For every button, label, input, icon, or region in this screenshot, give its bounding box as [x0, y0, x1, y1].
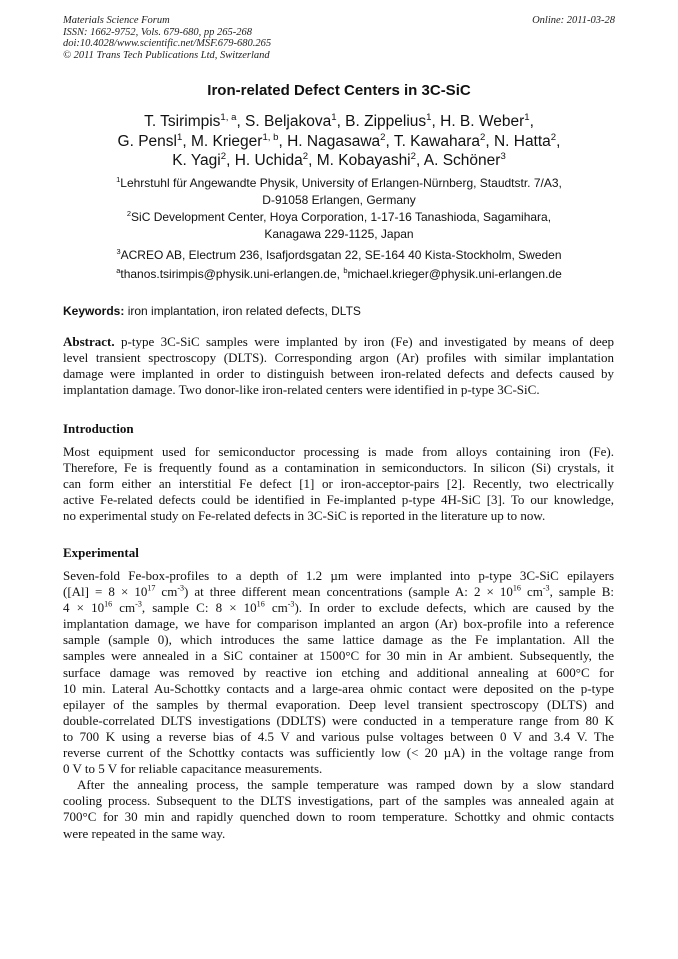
affiliation-1: $^1$Lehrstuhl für Angewandte Physik, University of Erlangen-Nürnberg, Staudtstr. 7/A3, D-91058 Erlangen, Germany [116, 175, 562, 207]
author: , N. Hatta [485, 132, 551, 150]
author-affil: 3 [500, 150, 506, 162]
author-sep: , [556, 132, 561, 150]
author: K. Yagi [172, 152, 221, 169]
author-line [0, 132, 678, 152]
author: , T. Kawahara [385, 132, 480, 150]
experimental-text: Seven-fold Fe-box-profiles to a depth of 1.2 µm were implanted into p-type 3C-SiC epilayers ($[Al] = 8 \times 10^{17}$ $cm^{-3}$) at three different mean concentrations (sample A: $2 \times 10^{16}$ $cm^{-3}$, sample B: $4 \times 10^{16}$ $cm^{-3}$, sample C: $8 \times 10^{16}$ $cm^{-3}$). In order to exclude defects, which are caused by the implantation damage, we have for comparison implanted an argon (Ar) box-profile into a reference sample (sample 0), which introduces the same lattice damage as the Fe implantation. All the samples were annealed in a SiC container at 1500°C for 30 min in Ar ambient. Subsequently, the surface damage was removed by reactive ion etching and additional annealing at 600°C for 10 min. Lateral Au-Schottky contacts and a large-area ohmic contact were deposited on the p-type epilayer of the samples by thermal evaporation. Deep level transient spectroscopy (DLTS) and double-correlated DLTS investigations (DDLTS) were conducted in a temperature range from 80 K to 700 K using a reverse bias of 4.5 V and various pulse voltages between 0 V and 3.4 V. The reverse current of the Schottky contacts was sufficiently low (< 20 µA) in the voltage range from 0 V to 5 V for reliable capacitance measurements. After the annealing process, the sample temperature was ramped down by a slow standard cooling process. Subsequent to the DLTS investigations, part of the samples was annealed again at 700°C for 30 min and rapidly quenched down to room temperature. Schottky and ohmic contacts were repeated in the same way. [63, 568, 615, 841]
author-affil: 1 [331, 111, 337, 123]
author-affil: 1, a [220, 111, 237, 123]
abstract-label: Abstract. [63, 334, 115, 349]
author-line [0, 151, 678, 171]
author-list [0, 112, 678, 171]
author-affil: 1, b [262, 131, 279, 143]
email-a-link[interactable]: thanos.tsirimpis@physik.uni-erlangen.de, [120, 267, 344, 281]
keywords-label: Keywords: [63, 304, 125, 318]
author-affil: 1 [426, 111, 432, 123]
doi-line: doi:10.4028/www.scientific.net/MSF.679-680.265 [63, 38, 272, 49]
author: , B. Zippelius [336, 113, 427, 130]
author: , S. Beljakova [236, 113, 332, 130]
running-header [63, 15, 615, 61]
affiliation-3: $^3$ACREO AB, Electrum 236, Isafjordsgatan 22, SE-164 40 Kista-Stockholm, Sweden [116, 247, 562, 262]
email-b-link[interactable]: michael.krieger@physik.uni-erlangen.de [347, 267, 562, 281]
keywords-text: iron implantation, iron related defects, DLTS [124, 304, 361, 318]
author-affil: 1 [524, 111, 530, 123]
keywords [63, 304, 615, 318]
author: , H. B. Weber [431, 113, 525, 130]
author-affil: 2 [410, 150, 416, 162]
author: G. Pensl [117, 132, 177, 150]
paper-title: Iron-related Defect Centers in 3C-SiC [207, 82, 471, 99]
section-heading-experimental: Experimental [63, 545, 139, 560]
abstract: Abstract. p-type 3C-SiC samples were implanted by iron (Fe) and investigated by means of deep level transient spectroscopy (DLTS). Corresponding argon (Ar) profiles with similar implantation damage were implanted in order to distinguish between iron-related defects and defects caused by implantation damage. Two donor-like iron-related centers were identified in p-type 3C-SiC. [63, 334, 614, 398]
affiliation-2: $^2$SiC Development Center, Hoya Corporation, 1-17-16 Tanashioda, Sagamihara, Kanagawa 229-1125, Japan [126, 209, 552, 241]
author-emails: $^a$thanos.tsirimpis@physik.uni-erlangen.de, $^b$michael.krieger@physik.uni-erlangen.de [116, 266, 562, 281]
copyright-line: © 2011 Trans Tech Publications Ltd, Switzerland [63, 49, 270, 61]
author-sep: , [529, 113, 534, 130]
author: , A. Schöner [415, 152, 501, 169]
author: , H. Uchida [226, 152, 303, 169]
journal-name: Materials Science Forum [63, 15, 170, 26]
author-affil: 2 [220, 150, 227, 162]
author-line [0, 112, 678, 132]
author-affil: 2 [550, 131, 557, 143]
author-affil: 2 [380, 131, 386, 143]
author: , M. Kobayashi [308, 152, 411, 169]
author-affil: 2 [479, 131, 486, 143]
issn-line: ISSN: 1662-9752, Vols. 679-680, pp 265-268 [63, 26, 252, 38]
author-affil: 2 [302, 150, 309, 162]
online-date: Online: 2011-03-28 [532, 15, 615, 26]
introduction-text: Most equipment used for semiconductor processing is made from alloys containing iron (Fe). Therefore, Fe is frequently found as a contamination in semiconductors. In silicon (Si) crystals, it can form either an interstitial Fe defect [1] or iron-acceptor-pairs [2]. Recently, two electrically active Fe-related defects could be identified in Fe-implanted p-type 4H-SiC [3]. To our knowledge, no experimental study on Fe-related defects in 3C-SiC is reported in the literature up to now. [63, 444, 614, 524]
author-affil: 1 [177, 131, 183, 143]
author: , H. Nagasawa [278, 132, 381, 150]
author: T. Tsirimpis [144, 113, 221, 130]
author: , M. Krieger [182, 132, 263, 150]
section-heading-introduction: Introduction [63, 421, 134, 436]
